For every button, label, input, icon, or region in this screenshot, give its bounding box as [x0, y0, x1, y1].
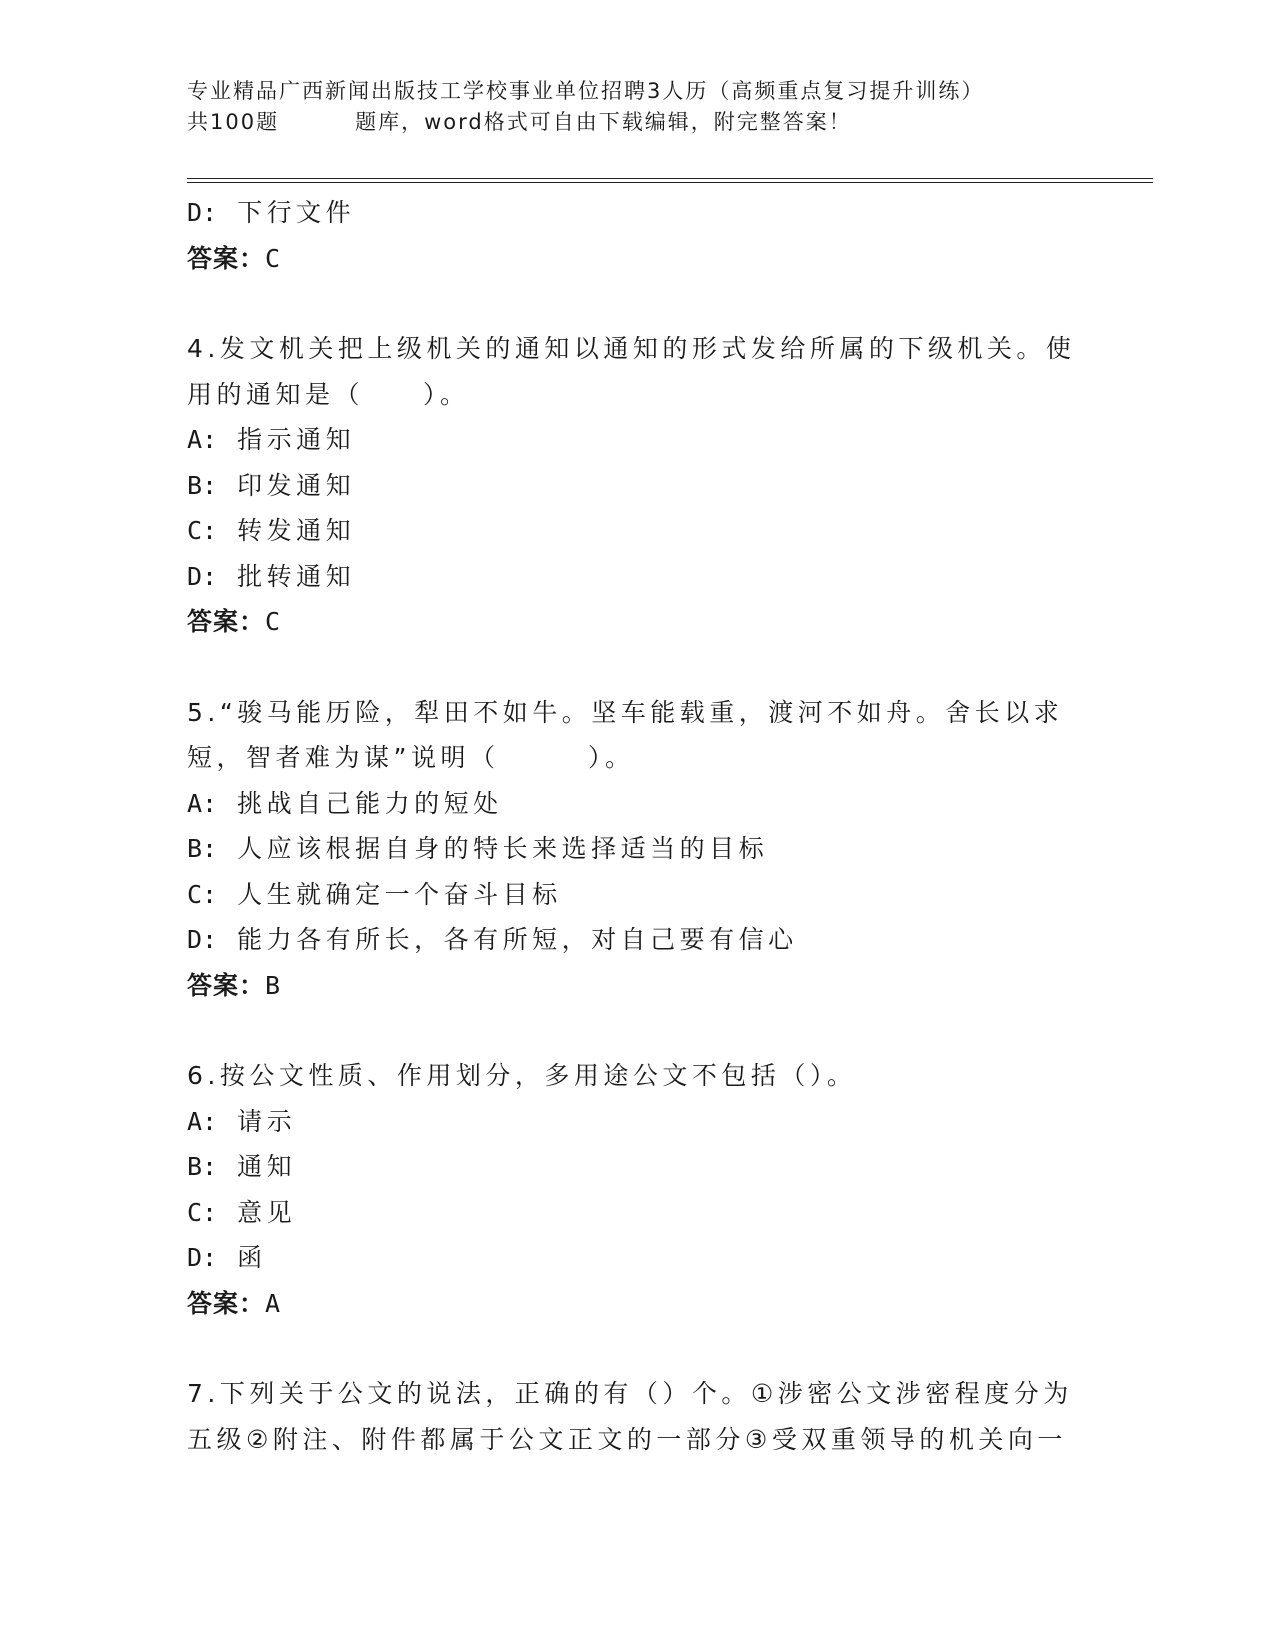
option-letter: A:	[187, 788, 218, 818]
option-letter: D:	[187, 1243, 218, 1272]
answer-value: B	[265, 970, 282, 1000]
question-stem: 6.按公文性质、作用划分，多用途公文不包括（）。	[187, 1061, 857, 1090]
document-header	[187, 76, 1087, 138]
header-download-note: 题库，word格式可自由下载编辑，附完整答案！	[355, 110, 852, 134]
question-block	[187, 1053, 1087, 1326]
option-item	[187, 1235, 1087, 1281]
answer-value: C	[265, 243, 282, 273]
answer-value: C	[265, 607, 282, 636]
option-letter: D:	[187, 198, 218, 227]
question-stem: 7.下列关于公文的说法，正确的有（）个。①涉密公文涉密程度分为	[187, 1379, 1073, 1408]
option-letter: C:	[187, 1197, 218, 1227]
answer-line	[187, 1281, 1087, 1327]
option-item	[187, 781, 1087, 827]
option-letter: D:	[187, 925, 218, 954]
option-item	[187, 463, 1087, 509]
option-text: 请示	[237, 1106, 297, 1136]
header-subtitle-line	[187, 107, 1087, 138]
document-body	[187, 190, 1087, 1462]
option-item	[187, 1099, 1087, 1145]
option-item	[187, 508, 1087, 554]
answer-label: 答案：	[187, 607, 266, 636]
question-stem-continued: 用的通知是（ ）。	[187, 379, 470, 409]
option-item	[187, 417, 1087, 463]
option-text: 印发通知	[237, 470, 356, 500]
header-divider-top	[187, 178, 1153, 179]
question-stem-continued: 短，智者难为谋”说明（ ）。	[187, 743, 635, 772]
answer-line	[187, 963, 1087, 1009]
option-text: 指示通知	[237, 425, 356, 454]
option-letter: B:	[187, 470, 218, 500]
option-text: 人应该根据自身的特长来选择适当的目标	[237, 834, 769, 863]
option-item	[187, 1144, 1087, 1190]
option-item	[187, 872, 1087, 918]
answer-label: 答案：	[187, 243, 266, 273]
answer-label: 答案：	[187, 1288, 266, 1318]
header-question-count: 共100题	[187, 110, 280, 134]
question-block	[187, 690, 1087, 1009]
question-stem-continued: 五级②附注、附件都属于公文正文的一部分③受双重领导的机关向一	[187, 1424, 1067, 1454]
option-text: 下行文件	[237, 198, 356, 227]
option-text: 批转通知	[237, 561, 356, 591]
header-title-line: 专业精品广西新闻出版技工学校事业单位招聘3人历（高频重点复习提升训练）	[187, 79, 985, 103]
option-letter: C:	[187, 516, 218, 545]
answer-line	[187, 599, 1087, 645]
answer-label: 答案：	[187, 970, 266, 1000]
option-letter: B:	[187, 1152, 218, 1181]
option-text: 能力各有所长，各有所短，对自己要有信心	[237, 925, 798, 954]
answer-line	[187, 236, 1087, 282]
option-item	[187, 554, 1087, 600]
option-text: 人生就确定一个奋斗目标	[237, 879, 562, 909]
option-text: 意见	[237, 1197, 297, 1227]
header-divider-bottom	[187, 182, 1153, 183]
question-stem: 4.发文机关把上级机关的通知以通知的形式发给所属的下级机关。使	[187, 334, 1076, 363]
option-letter: D:	[187, 561, 218, 591]
option-letter: C:	[187, 879, 218, 909]
option-text: 函	[237, 1243, 267, 1272]
option-text: 转发通知	[237, 516, 356, 545]
option-letter: A:	[187, 1106, 218, 1136]
question-block	[187, 326, 1087, 645]
option-item	[187, 917, 1087, 963]
option-letter: B:	[187, 834, 218, 863]
option-text: 通知	[237, 1152, 297, 1181]
option-letter: A:	[187, 425, 218, 454]
option-text: 挑战自己能力的短处	[237, 788, 503, 818]
option-item	[187, 190, 1087, 236]
option-item	[187, 1190, 1087, 1236]
question-block	[187, 1371, 1087, 1462]
question-stem: 5.“骏马能历险，犁田不如牛。坚车能载重，渡河不如舟。舍长以求	[187, 697, 1064, 727]
option-item	[187, 826, 1087, 872]
answer-value: A	[265, 1288, 282, 1318]
